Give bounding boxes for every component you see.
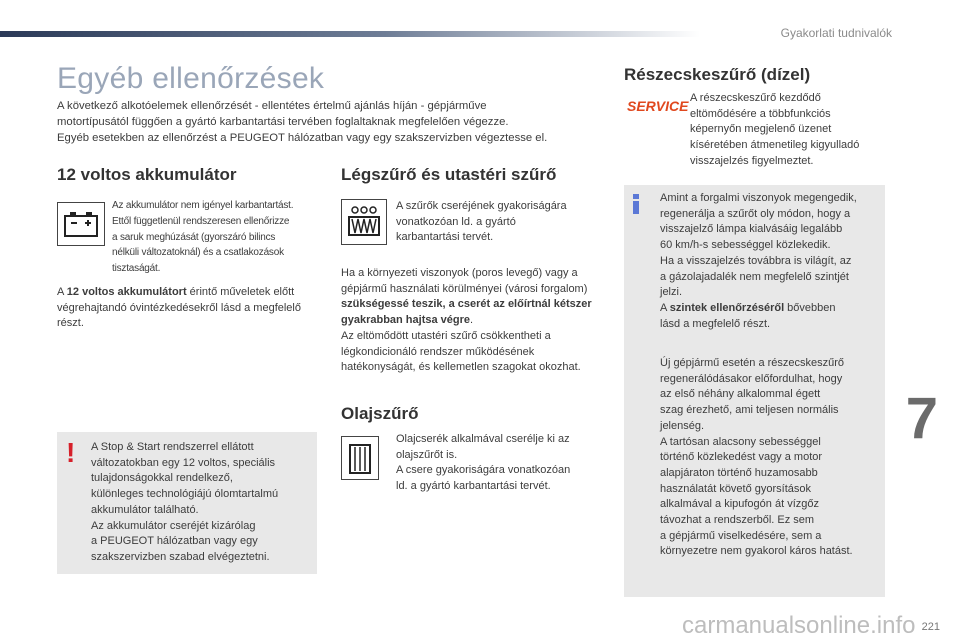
warning-icon: ! xyxy=(66,437,76,468)
battery-icon-note xyxy=(112,198,322,277)
chapter-number: 7 xyxy=(905,386,938,451)
intro-line: A következő alkotóelemek ellenőrzését - ellentétes értelmű ajánlás híján - gépjárműve xyxy=(57,100,487,112)
air-filter-heading: Légszűrő és utastéri szűrő xyxy=(341,165,557,184)
battery-heading: 12 voltos akkumulátor xyxy=(57,165,237,184)
battery-icon xyxy=(57,202,105,246)
intro-line: motortípusától függően a gyártó karbantartási tervében foglaltaknak megfelelően végezze. xyxy=(57,116,509,128)
particle-filter-heading: Részecskeszűrő (dízel) xyxy=(624,65,811,84)
section-title: Gyakorlati tudnivalók xyxy=(780,26,892,40)
oil-filter-icon xyxy=(341,436,379,480)
note-line: Az akkumulátor nem igényel karbantartást. xyxy=(112,200,294,211)
page-title: Egyéb ellenőrzések xyxy=(57,62,325,95)
watermark: carmanualsonline.info xyxy=(682,612,916,639)
particle-info-text-2: Új gépjármű esetén a részecskeszűrő regenerálódásakor előfordulhat, hogy az első néhány alkalommal égett szag érezhető, ami teljesen normális jelenség. A tartósan alacsony sebességgel történő közlekedést vagy a motor alapjáraton történő huzamosabb használatát követő gyorsítások alkalmával a kipufogón át vízgőz távozhat a rendszerből. Ez sem a gépjármű viselkedésére, sem a környezetre nem gyakorol káros hatást. xyxy=(660,357,853,558)
air-filter-text: Ha a környezeti viszonyok (poros levegő) vagy a gépjármű használati körülményei (városi forgalom) szükségessé teszik, a cserét az előírtnál kétszer gyakrabban hajtsa végre. Az eltömődött utastéri szűrő csökkentheti a légkondicionáló rendszer működésének hatékonyságát, és kellemetlen szagokat okozhat. xyxy=(341,267,592,374)
air-filter-icon xyxy=(341,199,387,245)
page-number: 221 xyxy=(921,621,940,633)
info-icon xyxy=(631,194,641,219)
particle-info-text-1: Amint a forgalmi viszonyok megengedik, regenerálja a szűrőt oly módon, hogy a visszajelző lámpa kialvásáig legalább 60 km/h-s sebességgel közlekedik. Ha a visszajelzés továbbra is világít, az a gázolajadalék nem megfelelő szintjét jelzi. A szintek ellenőrzéséről bővebben lásd a megfelelő részt. xyxy=(660,192,857,330)
battery-text: A 12 voltos akkumulátort érintő műveletek előtt végrehajtandó óvintézkedésekről lásd a megfelelő részt. xyxy=(57,286,301,330)
intro-line: Egyéb esetekben az ellenőrzést a PEUGEOT hálózatban vagy egy szakszervizben végeztesse el. xyxy=(57,132,548,144)
header-bar xyxy=(0,31,700,37)
battery-warning-text: A Stop & Start rendszerrel ellátott változatokban egy 12 voltos, speciális tulajdonságokkal rendelkező, különleges technológiájú ólomtartalmú akkumulátor található. Az akkumulátor cseréjét kizárólag a PEUGEOT hálózatban vagy egy szakszervizben szabad elvégeztetni. xyxy=(91,441,279,563)
note-line: Ettől függetlenül rendszeresen ellenőrizze xyxy=(112,215,290,227)
air-filter-icon-note: A szűrők cseréjének gyakoriságára vonatkozóan ld. a gyártó karbantartási tervét. xyxy=(396,200,567,244)
oil-filter-icon-note: Olajcserék alkalmával cserélje ki az olajszűrőt is. A csere gyakoriságára vonatkozóan ld. a gyártó karbantartási tervét. xyxy=(396,433,571,493)
intro-text xyxy=(57,98,597,146)
note-line: nélküli változatoknál) és a csatlakozások xyxy=(112,247,284,259)
note-line: tisztaságát. xyxy=(112,263,161,275)
service-warning-icon: SERVICE xyxy=(627,98,689,114)
note-line: a saruk meghúzását (gyorszáró bilincs xyxy=(112,231,276,243)
oil-filter-heading: Olajszűrő xyxy=(341,404,419,423)
particle-filter-icon-note: A részecskeszűrő kezdődő eltömődésére a többfunkciós képernyőn megjelenő üzenet kíséretében átmenetileg kigyulladó visszajelzés figyelmeztet. xyxy=(690,92,860,167)
